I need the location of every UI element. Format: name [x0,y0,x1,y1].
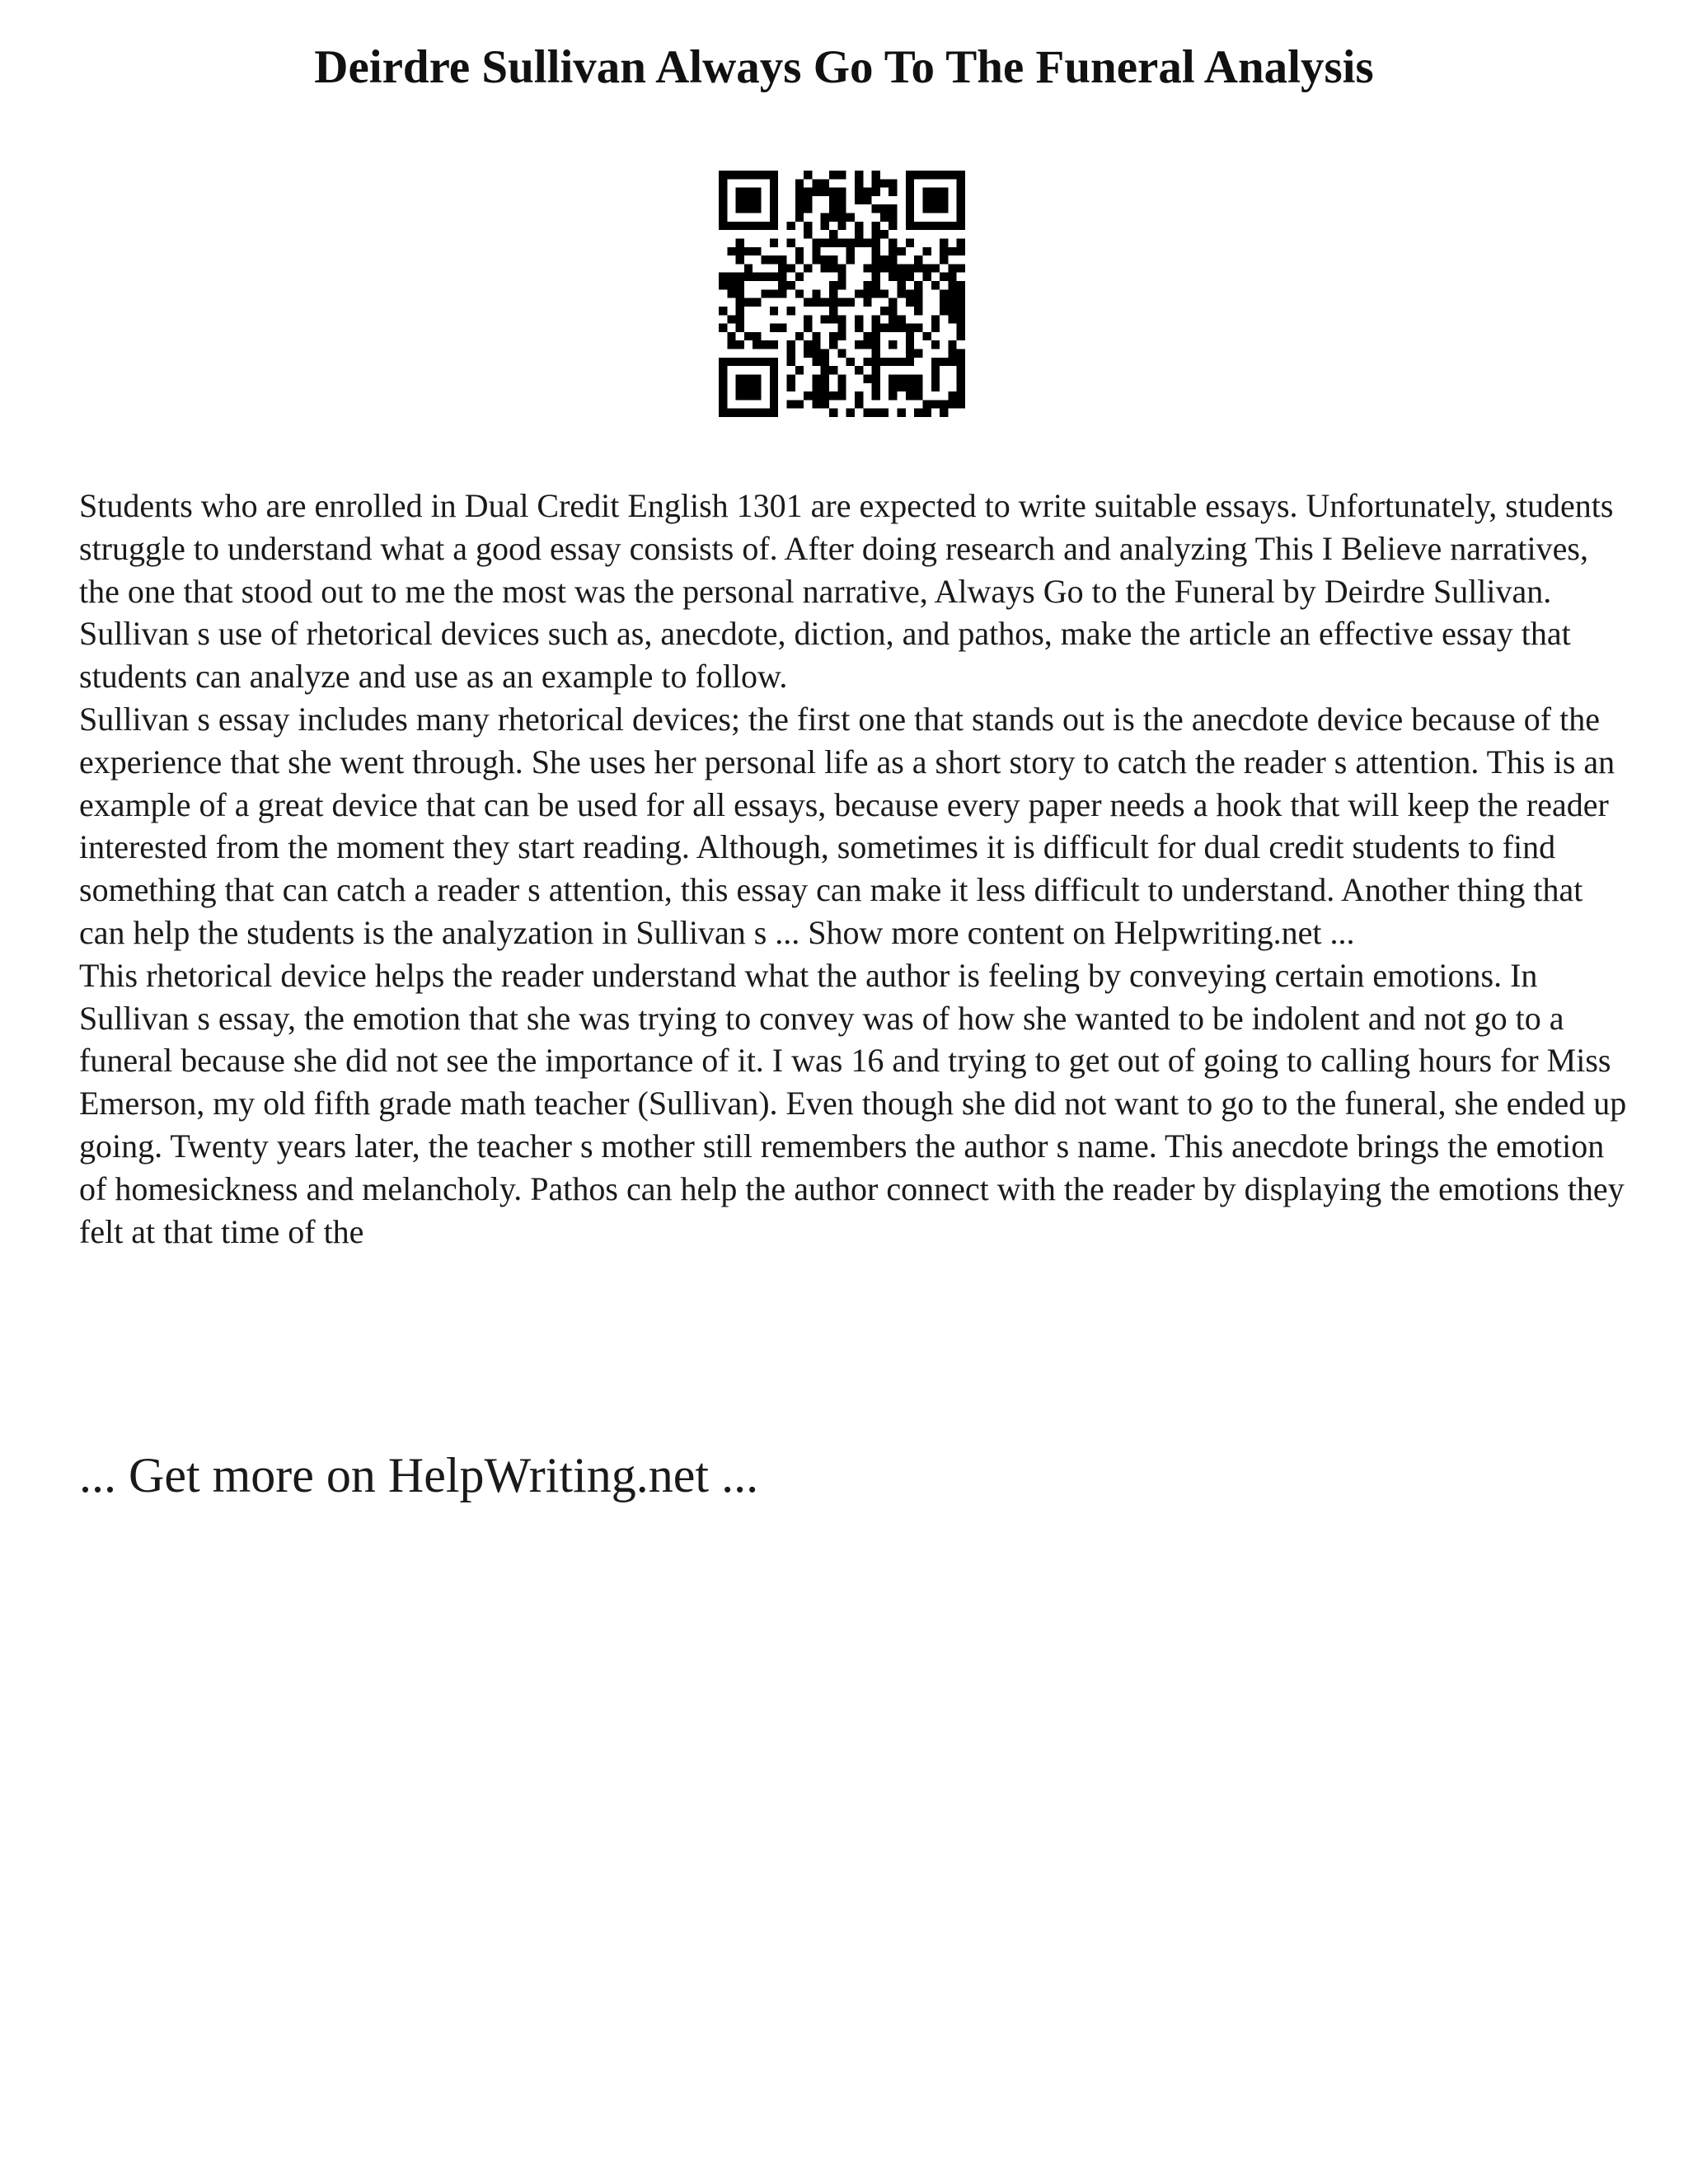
essay-body [79,485,1629,1253]
qr-code-icon [719,171,965,417]
document-title: Deirdre Sullivan Always Go To The Funeral Analysis [314,41,1374,93]
essay-paragraph-intro: Students who are enrolled in Dual Credit English 1301 are expected to write suitable essays. Unfortunately, students struggle to understand what a good essay consists of. After doing research and analyzing This I Believe narratives, the one that stood out to me the most was the personal narrative, Always Go to the Funeral by Deirdre Sullivan. Sullivan s use of rhetorical devices such as, anecdote, diction, and pathos, make the article an effective essay that students can analyze and use as an example to follow. [79,487,1614,696]
essay-paragraph-anecdote: Sullivan s essay includes many rhetorical devices; the first one that stands out is the anecdote device because of the experience that she went through. She uses her personal life as a short story to catch the reader s attention. This is an example of a great device that can be used for all essays, because every paper needs a hook that will keep the reader interested from the moment they start reading. Although, sometimes it is difficult for dual credit students to find something that can catch a reader s attention, this essay can make it less difficult to understand. Another thing that can help the students is the analyzation in Sullivan s ... Show more content on Helpwriting.net ... [79,700,1615,951]
qr-code-graphic [719,171,965,417]
get-more-link[interactable]: ... Get more on HelpWriting.net ... [79,1448,759,1502]
essay-paragraph-pathos: This rhetorical device helps the reader understand what the author is feeling by conveying certain emotions. In Sullivan s essay, the emotion that she was trying to convey was of how she wanted to be indolent and not go to a funeral because she did not see the importance of it. I was 16 and trying to get out of going to calling hours for Miss Emerson, my old fifth grade math teacher (Sullivan). Even though she did not want to go to the funeral, she ended up going. Twenty years later, the teacher s mother still remembers the author s name. This anecdote brings the emotion of homesickness and melancholy. Pathos can help the author connect with the reader by displaying the emotions they felt at that time of the [79,956,1627,1250]
